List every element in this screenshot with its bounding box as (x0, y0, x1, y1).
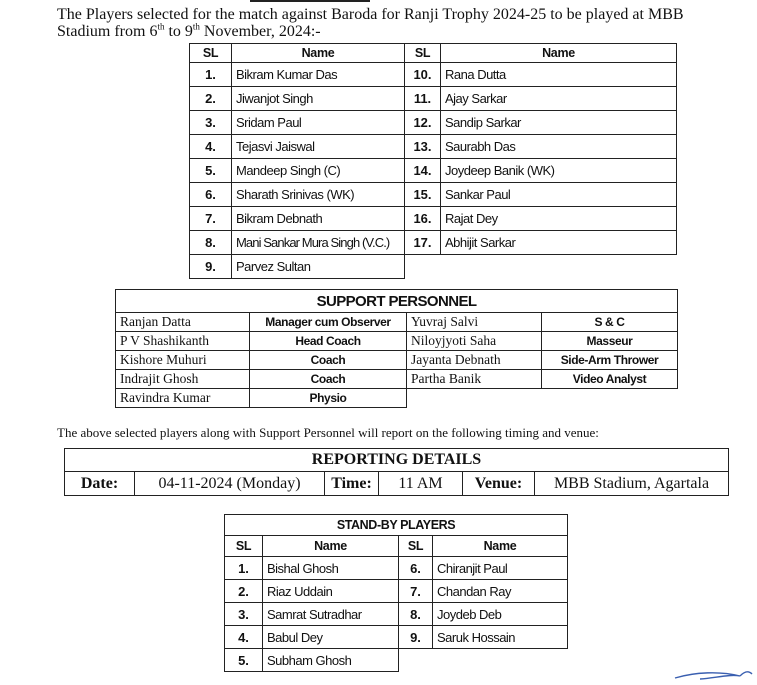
person-name: Niloyjyoti Saha (407, 332, 542, 351)
standby-name: Joydeb Deb (433, 603, 568, 626)
standby-name: Babul Dey (263, 626, 399, 649)
standby-sl: 9. (399, 626, 433, 649)
reporting-details-table (64, 448, 729, 496)
support-title: SUPPORT PERSONNEL (116, 290, 678, 313)
players-table (189, 43, 677, 279)
player-name: Parvez Sultan (232, 255, 405, 279)
reporting-row (65, 472, 729, 496)
date-value: 04-11-2024 (Monday) (135, 472, 325, 496)
person-name: Kishore Muhuri (116, 351, 250, 370)
person-role: S & C (542, 313, 678, 332)
sl-header: SL (225, 536, 263, 557)
person-name: Indrajit Ghosh (116, 370, 250, 389)
standby-row (225, 557, 568, 580)
ordinal-suffix: th (157, 21, 165, 32)
standby-title-row (225, 515, 568, 536)
player-row (190, 255, 677, 279)
standby-row (225, 649, 568, 672)
person-role: Coach (250, 351, 407, 370)
person-role: Coach (250, 370, 407, 389)
player-name: Ajay Sarkar (441, 87, 677, 111)
date-label: Date: (65, 472, 135, 496)
reporting-title: REPORTING DETAILS (65, 449, 729, 472)
player-row (190, 135, 677, 159)
standby-name: Samrat Sutradhar (263, 603, 399, 626)
person-role: Masseur (542, 332, 678, 351)
player-name: Rajat Dey (441, 207, 677, 231)
support-row (116, 351, 678, 370)
intro-line-2 (57, 23, 747, 40)
player-sl: 5. (190, 159, 232, 183)
standby-name: Subham Ghosh (263, 649, 399, 672)
person-name: Yuvraj Salvi (407, 313, 542, 332)
standby-title: STAND-BY PLAYERS (225, 515, 568, 536)
person-name: P V Shashikanth (116, 332, 250, 351)
player-name: Sandip Sarkar (441, 111, 677, 135)
sl-header: SL (399, 536, 433, 557)
name-header: Name (441, 44, 677, 63)
person-name: Ranjan Datta (116, 313, 250, 332)
player-row (190, 183, 677, 207)
name-header: Name (433, 536, 568, 557)
player-row (190, 111, 677, 135)
player-sl: 11. (405, 87, 441, 111)
ordinal-suffix: th (192, 21, 200, 32)
player-name: Saurabh Das (441, 135, 677, 159)
player-sl: 13. (405, 135, 441, 159)
standby-row (225, 626, 568, 649)
support-row (116, 389, 678, 408)
player-sl: 10. (405, 63, 441, 87)
time-label: Time: (325, 472, 379, 496)
player-sl: 16. (405, 207, 441, 231)
reporting-title-row (65, 449, 729, 472)
standby-name: Saruk Hossain (433, 626, 568, 649)
standby-sl: 5. (225, 649, 263, 672)
venue-label: Venue: (463, 472, 535, 496)
person-name: Partha Banik (407, 370, 542, 389)
sl-header: SL (405, 44, 441, 63)
standby-sl: 7. (399, 580, 433, 603)
player-sl: 2. (190, 87, 232, 111)
standby-sl: 6. (399, 557, 433, 580)
support-row (116, 313, 678, 332)
player-name: Bikram Kumar Das (232, 63, 405, 87)
support-row (116, 332, 678, 351)
player-name: Mandeep Singh (C) (232, 159, 405, 183)
player-name: Sharath Srinivas (WK) (232, 183, 405, 207)
name-header: Name (232, 44, 405, 63)
intro-paragraph (57, 6, 747, 40)
player-sl: 1. (190, 63, 232, 87)
empty-cell (399, 649, 568, 672)
standby-name: Bishal Ghosh (263, 557, 399, 580)
player-sl: 12. (405, 111, 441, 135)
player-sl: 14. (405, 159, 441, 183)
player-name: Abhijit Sarkar (441, 231, 677, 255)
signature-mark (670, 662, 755, 682)
standby-row (225, 580, 568, 603)
person-role: Head Coach (250, 332, 407, 351)
intro-text: Stadium from 6 (57, 23, 158, 40)
player-row (190, 63, 677, 87)
name-header: Name (263, 536, 399, 557)
venue-value: MBB Stadium, Agartala (535, 472, 729, 496)
player-name: Bikram Debnath (232, 207, 405, 231)
player-name: Rana Dutta (441, 63, 677, 87)
support-personnel-table (115, 289, 678, 408)
standby-name: Chiranjit Paul (433, 557, 568, 580)
standby-row (225, 603, 568, 626)
standby-header-row (225, 536, 568, 557)
support-row (116, 370, 678, 389)
player-sl: 8. (190, 231, 232, 255)
player-sl: 3. (190, 111, 232, 135)
standby-sl: 4. (225, 626, 263, 649)
player-row (190, 159, 677, 183)
player-name: Tejasvi Jaiswal (232, 135, 405, 159)
intro-text: to 9 (164, 23, 193, 40)
player-sl: 15. (405, 183, 441, 207)
player-row (190, 231, 677, 255)
player-sl: 17. (405, 231, 441, 255)
person-name: Ravindra Kumar (116, 389, 250, 408)
person-name: Jayanta Debnath (407, 351, 542, 370)
empty-cell (407, 389, 678, 408)
player-sl: 6. (190, 183, 232, 207)
support-title-row (116, 290, 678, 313)
player-name: Sridam Paul (232, 111, 405, 135)
top-rule (250, 0, 370, 2)
player-row (190, 207, 677, 231)
player-sl: 7. (190, 207, 232, 231)
sl-header: SL (190, 44, 232, 63)
intro-text: November, 2024:- (199, 23, 321, 40)
player-sl: 9. (190, 255, 232, 279)
person-role: Manager cum Observer (250, 313, 407, 332)
player-name: Mani Sankar Mura Singh (V.C.) (232, 231, 405, 255)
intro-line-1: The Players selected for the match against Baroda for Ranji Trophy 2024-25 to be played at MBB (57, 6, 684, 23)
standby-sl: 2. (225, 580, 263, 603)
player-row (190, 87, 677, 111)
person-role: Side-Arm Thrower (542, 351, 678, 370)
player-name: Sankar Paul (441, 183, 677, 207)
standby-sl: 8. (399, 603, 433, 626)
player-sl: 4. (190, 135, 232, 159)
empty-cell (405, 255, 677, 279)
reporting-note: The above selected players along with Support Personnel will report on the following timing and venue: (57, 425, 599, 440)
time-value: 11 AM (379, 472, 463, 496)
standby-players-table (224, 514, 568, 672)
standby-name: Chandan Ray (433, 580, 568, 603)
standby-sl: 1. (225, 557, 263, 580)
person-role: Physio (250, 389, 407, 408)
player-name: Jiwanjot Singh (232, 87, 405, 111)
person-role: Video Analyst (542, 370, 678, 389)
standby-name: Riaz Uddain (263, 580, 399, 603)
players-header-row (190, 44, 677, 63)
standby-sl: 3. (225, 603, 263, 626)
player-name: Joydeep Banik (WK) (441, 159, 677, 183)
